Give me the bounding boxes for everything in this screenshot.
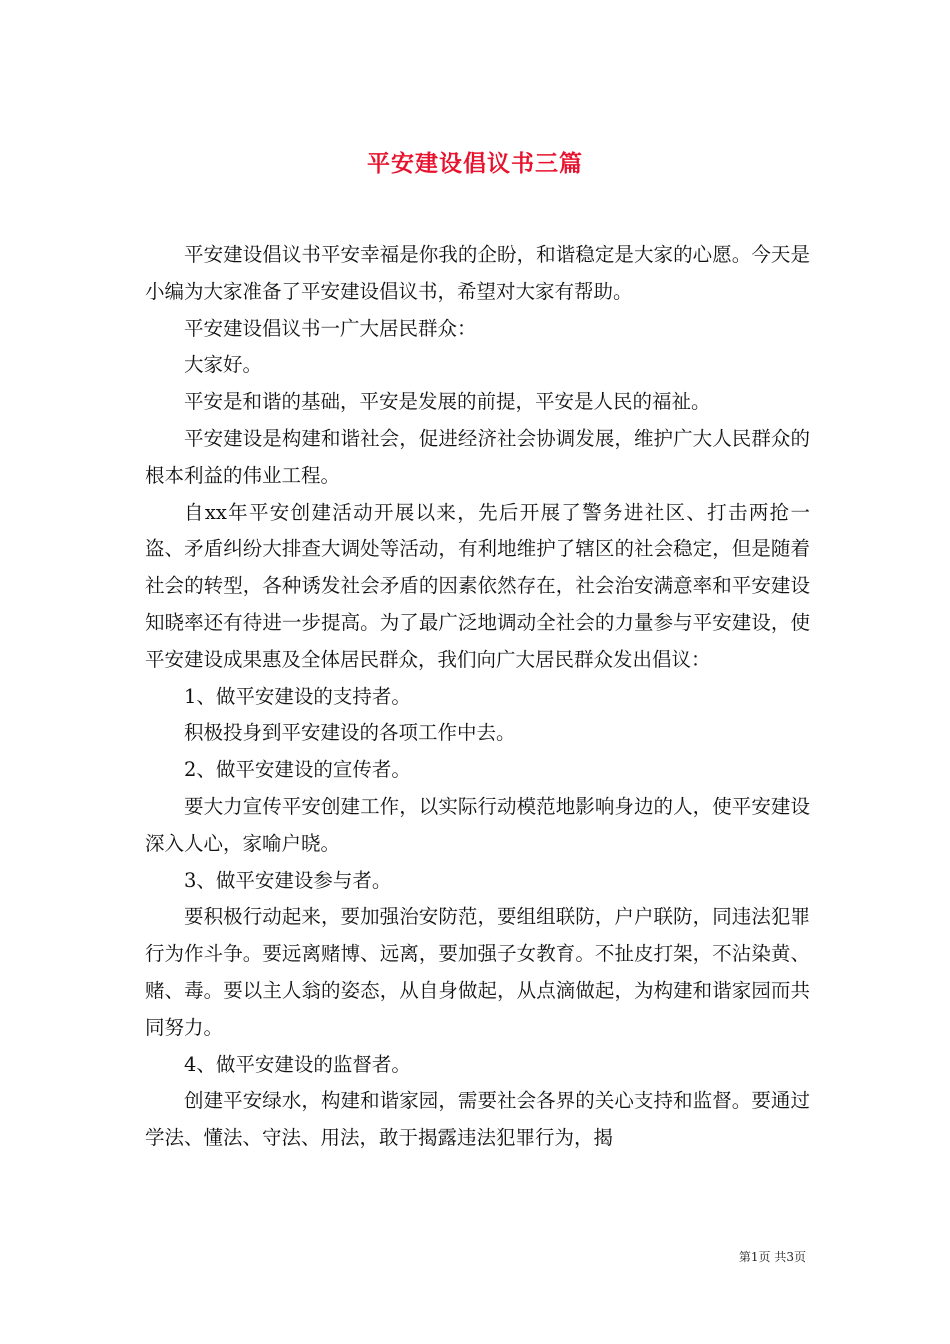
paragraph: 要大力宣传平安创建工作，以实际行动模范地影响身边的人，使平安建设深入人心，家喻户晓。 [145, 794, 810, 855]
list-heading-4: 4、做平安建设的监督者。 [184, 1052, 411, 1076]
list-heading-3: 3、做平安建设参与者。 [184, 868, 392, 892]
paragraph-salutation: 平安建设倡议书一广大居民群众： [184, 316, 477, 340]
list-heading-2: 2、做平安建设的宣传者。 [184, 758, 411, 782]
paragraph: 平安建设是构建和谐社会，促进经济社会协调发展，维护广大人民群众的根本利益的伟业工程。 [145, 426, 810, 487]
list-heading-1: 1、做平安建设的支持者。 [184, 684, 411, 708]
paragraph-intro: 平安建设倡议书平安幸福是你我的企盼，和谐稳定是大家的心愿。今天是小编为大家准备了平安建设倡议书，希望对大家有帮助。 [145, 243, 810, 303]
document-body [145, 237, 810, 1157]
paragraph: 平安是和谐的基础，平安是发展的前提，平安是人民的福祉。 [184, 390, 711, 414]
paragraph-greeting: 大家好。 [184, 353, 263, 377]
paragraph: 自xx年平安创建活动开展以来，先后开展了警务进社区、打击两抢一盗、矛盾纠纷大排查大调处等活动，有利地维护了辖区的社会稳定，但是随着社会的转型，各种诱发社会矛盾的因素依然存在，社会治安满意率和平安建设知晓率还有待进一步提高。为了最广泛地调动全社会的力量参与平安建设，使平安建设成果惠及全体居民群众，我们向广大居民群众发出倡议： [145, 500, 810, 671]
page-number: 第1页 共3页 [738, 1250, 806, 1264]
paragraph: 要积极行动起来，要加强治安防范，要组组联防，户户联防，同违法犯罪行为作斗争。要远离赌博、远离，要加强子女教育。不扯皮打架，不沾染黄、赌、毒。要以主人翁的姿态，从自身做起，从点滴做起，为构建和谐家园而共同努力。 [145, 905, 810, 1039]
paragraph: 积极投身到平安建设的各项工作中去。 [184, 721, 516, 745]
paragraph: 创建平安绿水，构建和谐家园，需要社会各界的关心支持和监督。要通过学法、懂法、守法、用法，敢于揭露违法犯罪行为，揭 [145, 1089, 810, 1150]
document-title: 平安建设倡议书三篇 [367, 150, 583, 178]
